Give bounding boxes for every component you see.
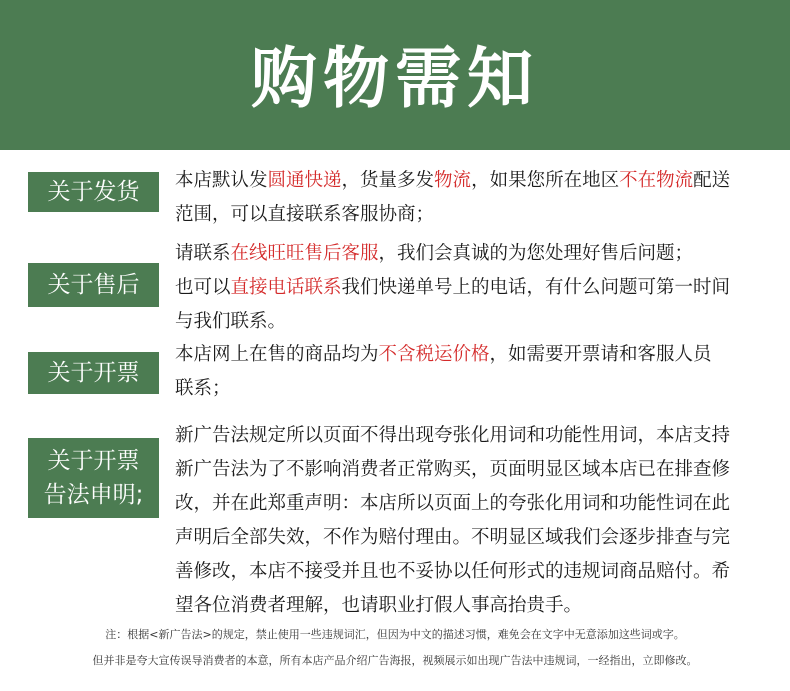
text-segment: 我们快递单号上的电话，有什么问题可第一时间 [341, 277, 731, 298]
highlighted-text: 不在物流 [619, 170, 694, 191]
text-segment: 本店网上在售的商品均为 [175, 344, 379, 365]
text-segment: 声明后全部失效，不作为赔付理由。不明显区域我们会逐步排查与完 [175, 527, 731, 548]
text-segment: ，如果您所在地区 [471, 170, 620, 191]
text-line [175, 237, 765, 271]
section-text-shipping [175, 164, 765, 232]
text-line [175, 419, 765, 453]
highlighted-text: 圆通快递 [267, 170, 342, 191]
text-line [175, 271, 765, 305]
header-banner [0, 0, 790, 150]
text-segment: 配送 [693, 170, 731, 191]
text-line [175, 305, 765, 339]
highlighted-text: 不含税运价格 [378, 344, 490, 365]
text-line [175, 453, 765, 487]
section-tag-after-sales [28, 263, 159, 307]
text-segment: ，货量多发 [341, 170, 435, 191]
footnote-line: 注：根据<新广告法>的规定，禁止使用一些违规词汇，但因为中文的描述习惯，难免会在文字中无意添加这些词或字。 [105, 628, 685, 641]
text-line [175, 198, 765, 232]
section-text-ad-law [175, 419, 765, 623]
text-line [175, 338, 765, 372]
text-line [175, 487, 765, 521]
tag-label: 关于售后 [47, 272, 140, 298]
text-segment: ，如需要开票请和客服人员 [489, 344, 712, 365]
footnote-line: 但并非是夸大宣传误导消费者的本意，所有本店产品介绍广告海报，视频展示如出现广告法中违规词，一经指出，立即修改。 [92, 654, 698, 667]
tag-label-line-1: 关于开票 [47, 448, 140, 474]
text-line [175, 589, 765, 623]
text-line [175, 555, 765, 589]
highlighted-text: 直接电话联系 [230, 277, 342, 298]
text-segment: 请联系 [175, 243, 231, 264]
text-segment: 改，并在此郑重声明：本店所以页面上的夸张化用词和功能性词在此 [175, 493, 731, 514]
text-segment: 新广告法为了不影响消费者正常购买，页面明显区域本店已在排查修 [175, 459, 731, 480]
tag-label: 关于发货 [47, 179, 140, 205]
text-segment: 新广告法规定所以页面不得出现夸张化用词和功能性用词，本店支持 [175, 425, 731, 446]
text-line [175, 164, 765, 198]
text-line [175, 372, 765, 406]
page-title: 购物需知 [251, 39, 539, 117]
text-segment: 与我们联系。 [175, 311, 287, 332]
highlighted-text: 物流 [434, 170, 472, 191]
text-segment: 本店默认发 [175, 170, 268, 191]
footnotes [0, 622, 790, 674]
text-segment: 善修改，本店不接受并且也不妥协以任何形式的违规词商品赔付。希 [175, 561, 731, 582]
section-tag-ad-law [28, 438, 159, 518]
text-segment: 望各位消费者理解，也请职业打假人事高抬贵手。 [175, 595, 583, 616]
text-segment: 也可以 [175, 277, 231, 298]
tag-label-line-2: 告法申明; [43, 482, 144, 508]
text-segment: ，我们会真诚的为您处理好售后问题； [378, 243, 694, 264]
section-text-invoice [175, 338, 765, 406]
text-segment: 联系； [175, 378, 231, 399]
highlighted-text: 在线旺旺售后客服 [230, 243, 379, 264]
section-tag-invoice [28, 352, 159, 394]
text-line [175, 521, 765, 555]
section-text-after-sales [175, 237, 765, 339]
tag-label: 关于开票 [47, 360, 140, 386]
text-segment: 范围，可以直接联系客服协商； [175, 204, 435, 225]
section-tag-shipping [28, 172, 159, 212]
